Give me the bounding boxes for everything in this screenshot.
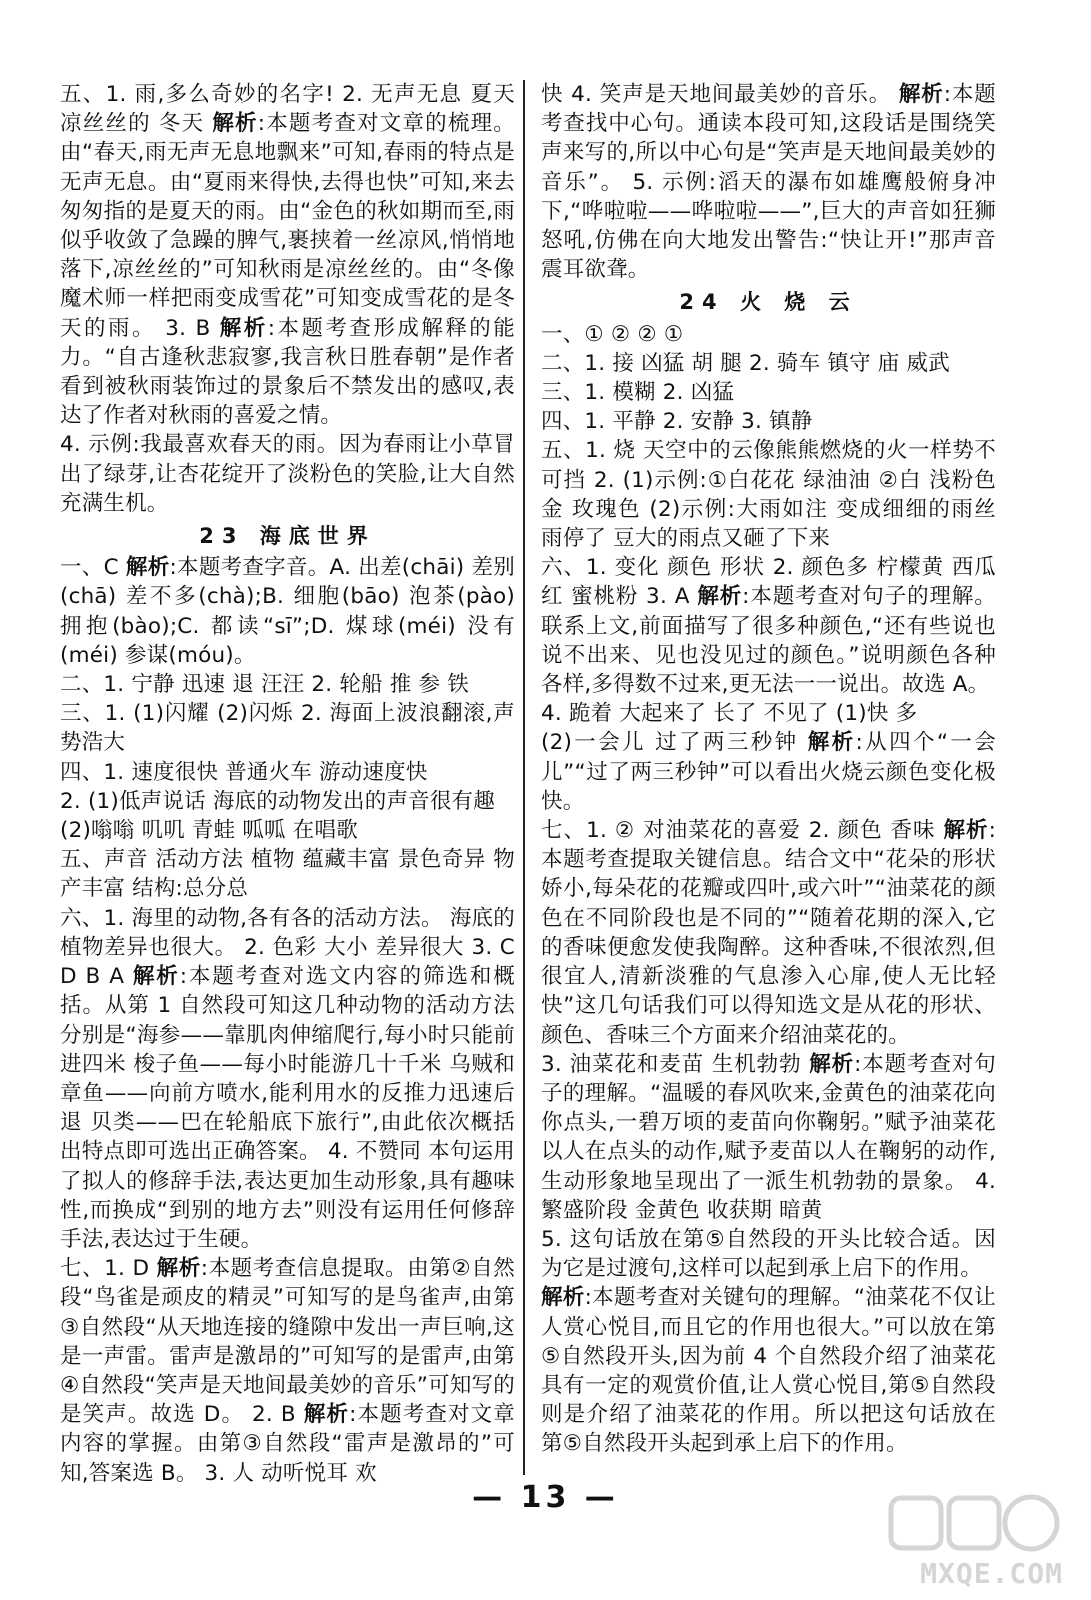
answer-paragraph — [60, 80, 515, 430]
analysis-label: 解析 — [898, 82, 944, 107]
analysis-label: 解析 — [132, 964, 180, 990]
analysis-label: 解析 — [809, 1051, 855, 1077]
left-column — [60, 80, 515, 1488]
answer-paragraph — [541, 436, 996, 553]
answer-text: 四、1. 平静 2. 安静 3. 镇静 — [541, 409, 813, 435]
answer-paragraph — [60, 430, 515, 518]
answer-paragraph — [60, 1254, 515, 1488]
answer-text: 六、1. 变化 颜色 形状 2. 颜色多 柠檬黄 西瓜红 蜜桃粉 3. A — [541, 555, 996, 610]
answer-paragraph — [60, 845, 515, 903]
column-divider — [523, 80, 525, 1475]
answer-text: :本题考查字音。A. 出差(chāi) 差别(chā) 差不多(chà);B. 细胞(bāo) 泡茶(pào) 拥抱(bào);C. 都读“sī”;D. 煤球(méi) 没有(méi) 参谋(móu)。 — [60, 555, 515, 668]
page-number: — 13 — — [472, 1480, 619, 1515]
analysis-label: 解析 — [212, 111, 258, 137]
answer-paragraph — [60, 699, 515, 757]
lesson-title-24: 24 火 烧 云 — [679, 290, 858, 315]
answer-text: :本题考查形成解释的能力。“自古逢秋悲寂寥,我言秋日胜春朝”是作者看到被秋雨装饰过的景象后不禁发出的感叹,表达了作者对秋雨的喜爱之情。 — [60, 315, 515, 429]
answer-text: :本题考查对句子的理解。联系上文,前面描写了很多种颜色,“还有些说也说不出来、见也没见过的颜色。”说明颜色各种各样,多得数不过来,更无法一一说出。故选 A。 — [541, 584, 997, 698]
answer-paragraph — [60, 904, 515, 1254]
analysis-label: 解析 — [697, 584, 743, 610]
answer-paragraph — [541, 378, 996, 407]
answer-text: :本题考查提取关键信息。结合文中“花朵的形状娇小,每朵花的花瓣或四叶,或六叶”“油菜花的颜色在不同阶段也是不同的”“随着花期的深入,它的香味便愈发使我陶醉。这种香味,不很浓烈,但很宜人,清新淡雅的气息渗入心扉,使人无比轻快”这几句话我们可以得知选文是从花的形状、颜色、香味三个方面来介绍油菜花的。 — [541, 818, 997, 1048]
answer-paragraph — [60, 816, 515, 845]
answer-text: 五、1. 雨,多么奇妙的名字! 2. 无声无息 夏天 凉丝丝的 冬天 — [60, 82, 515, 137]
answer-paragraph — [541, 349, 996, 378]
analysis-label: 解析 — [125, 555, 170, 581]
answer-paragraph — [541, 1283, 996, 1458]
answer-text: 5. 这句话放在第⑤自然段的开头比较合适。因为它是过渡句,这样可以起到承上启下的作用。 — [541, 1226, 996, 1282]
analysis-label: 解析 — [303, 1402, 350, 1428]
analysis-label: 解析 — [807, 730, 856, 756]
answer-text: 五、声音 活动方法 植物 蕴藏丰富 景色奇异 物产丰富 结构:总分总 — [60, 847, 515, 902]
lesson-title-23: 23 海底世界 — [199, 524, 376, 549]
answer-paragraph — [60, 758, 515, 787]
answer-text: 3. 油菜花和麦苗 生机勃勃 — [541, 1051, 810, 1077]
answer-text: 4. 跪着 大起来了 长了 不见了 (1)快 多 — [541, 701, 918, 727]
answer-paragraph — [541, 1225, 996, 1283]
analysis-label: 解析 — [156, 1256, 201, 1282]
answer-paragraph — [541, 553, 996, 699]
answer-text: 五、1. 烧 天空中的云像熊熊燃烧的火一样势不可挡 2. (1)示例:①白花花 绿油油 ②白 浅粉色 金 玫瑰色 (2)示例:大雨如注 变成细细的雨丝 雨停了 豆大的雨点又砸了下来 — [541, 438, 996, 552]
answer-text: :本题考查对关键句的理解。“油菜花不仅让人赏心悦目,而且它的作用也很大。”可以放在第⑤自然段开头,因为前 4 个自然段介绍了油菜花具有一定的观赏价值,让人赏心悦目,第⑤自然段则是介绍了油菜花的作用。所以把这句话放在第⑤自然段开头起到承上启下的作用。 — [541, 1285, 997, 1457]
answer-text: :本题考查对选文内容的筛选和概括。从第 1 自然段可知这几种动物的活动方法分别是“海参——靠肌肉伸缩爬行,每小时只能前进四米 梭子鱼——每小时能游几十千米 乌贼和章鱼——向前方喷水,能利用水的反推力迅速后退 贝类——巴在轮船底下旅行”,由此依次概括出特点即可选出正确答案。 4. 不赞同 本句运用了拟人的修辞手法,表达更加生动形象,具有趣味性,而换成“到别的地方去”则没有运用任何修辞手法,表达过于生硬。 — [60, 964, 516, 1252]
answer-paragraph — [60, 787, 515, 816]
answer-text: 一、C — [60, 555, 126, 581]
answer-paragraph — [60, 553, 515, 670]
answer-text: :本题考查对句子的理解。“温暖的春风吹来,金黄色的油菜花向你点头,一碧万顷的麦苗向你鞠躬。”赋予油菜花以人在点头的动作,赋予麦苗以人在鞠躬的动作,生动形象地呈现出了一派生机勃勃的景象。 4. 繁盛阶段 金黄色 收获期 暗黄 — [541, 1051, 996, 1223]
answer-text: 4. 示例:我最喜欢春天的雨。因为春雨让小草冒出了绿芽,让杏花绽开了淡粉色的笑脸,让大自然充满生机。 — [60, 432, 515, 516]
right-column — [541, 80, 996, 1459]
answer-paragraph — [60, 670, 515, 699]
answer-paragraph — [541, 728, 996, 816]
answer-paragraph — [541, 320, 996, 349]
answer-text: 六、1. 海里的动物,各有各的活动方法。 海底的植物差异也很大。 2. 色彩 大小 差异很大 3. C D B A — [60, 905, 515, 990]
answer-text: 三、1. 模糊 2. 凶猛 — [541, 380, 735, 406]
answer-text: 二、1. 宁静 迅速 退 汪汪 2. 轮船 推 参 铁 — [60, 672, 469, 698]
answer-paragraph — [541, 407, 996, 436]
answer-paragraph — [541, 699, 996, 728]
answer-text: (2)一会儿 过了两三秒钟 — [541, 730, 808, 756]
answer-text: :本题考查信息提取。由第②自然段“鸟雀是顽皮的精灵”可知写的是鸟雀声,由第③自然段“从天地连接的缝隙中发出一声巨响,这是一声雷。雷声是激昂的”可知写的是雷声,由第④自然段“笑声是天地间最美妙的音乐”可知写的是笑声。故选 D。 2. B — [60, 1256, 515, 1428]
analysis-label: 解析 — [219, 315, 268, 341]
answer-text: 2. (1)低声说话 海底的动物发出的声音很有趣 — [60, 788, 495, 814]
answer-text: 七、1. ② 对油菜花的喜爱 2. 颜色 香味 — [541, 818, 944, 844]
watermark — [883, 1490, 1063, 1590]
answer-text: :本题考查对文章的梳理。由“春天,雨无声无息地飘来”可知,春雨的特点是无声无息。由“夏雨来得快,去得也快”可知,来去匆匆指的是夏天的雨。由“金色的秋如期而至,雨似乎收敛了急躁的脾气,裹挟着一丝凉风,悄悄地落下,凉丝丝的”可知秋雨是凉丝丝的。由“冬像魔术师一样把雨变成雪花”可知变成雪花的是冬天的雨。 3. B — [60, 111, 515, 341]
answer-text: 七、1. D — [60, 1256, 157, 1282]
answer-text: 四、1. 速度很快 普通火车 游动速度快 — [60, 759, 428, 785]
answer-text: :从四个“一会儿”“过了两三秒钟”可以看出火烧云颜色变化极快。 — [541, 730, 996, 814]
watermark-text: MXQE.COM — [920, 1557, 1063, 1590]
analysis-label: 解析 — [943, 818, 989, 844]
answer-text: 二、1. 接 凶猛 胡 腿 2. 骑车 镇守 庙 威武 — [541, 350, 950, 376]
answer-text: 三、1. (1)闪耀 (2)闪烁 2. 海面上波浪翻滚,声势浩大 — [60, 701, 515, 756]
answer-text: 一、① ② ② ① — [541, 321, 684, 347]
answer-paragraph — [541, 80, 996, 284]
answer-paragraph — [541, 1050, 996, 1225]
answer-text: (2)嗡嗡 叽叽 青蛙 呱呱 在唱歌 — [60, 818, 358, 844]
answer-stamp-icon — [883, 1490, 1063, 1560]
answer-text: :本题考查对文章内容的掌握。由第③自然段“雷声是激昂的”可知,答案选 B。 3. 人 动听悦耳 欢 — [60, 1402, 515, 1486]
answer-paragraph — [541, 816, 996, 1050]
answer-text: :本题考查找中心句。通读本段可知,这段话是围绕笑声来写的,所以中心句是“笑声是天地间最美妙的音乐”。 5. 示例:滔天的瀑布如雄鹰般俯身冲下,“哗啦啦——哗啦啦——”,巨大的声音如狂狮怒吼,仿佛在向大地发出警告:“快让开!”那声音震耳欲聋。 — [541, 82, 996, 283]
analysis-label: 解析 — [541, 1285, 585, 1311]
answer-text: 快 4. 笑声是天地间最美妙的音乐。 — [541, 82, 899, 107]
